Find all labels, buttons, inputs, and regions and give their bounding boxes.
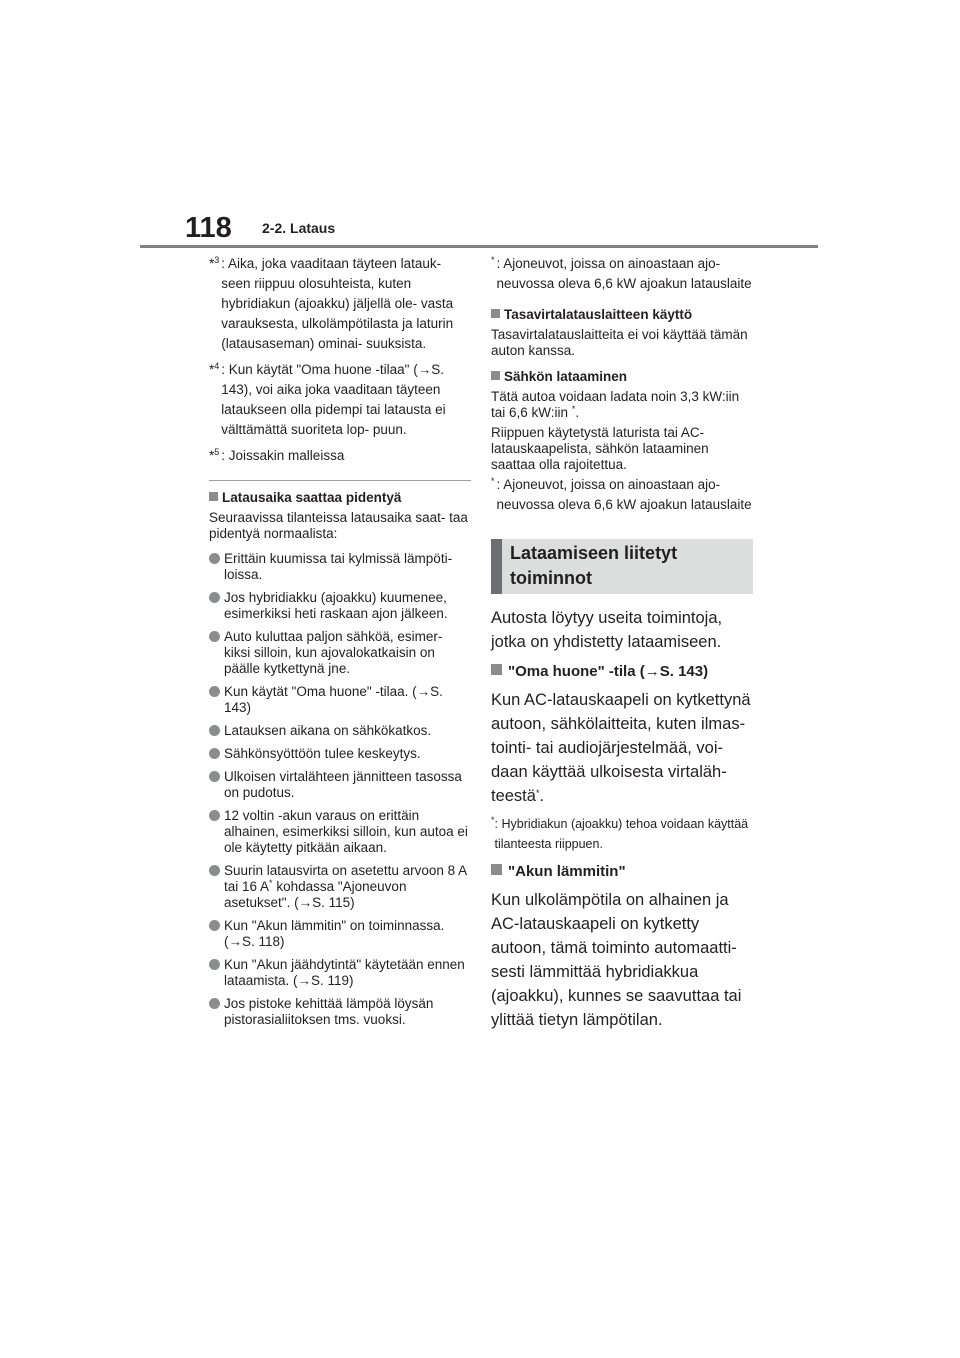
list-item-text: Kun "Akun jäähdytintä" käytetään ennen lataamista. (→S. 119) [224, 957, 465, 988]
footnote-mark: * [491, 255, 495, 265]
list-item-text: Jos hybridiakku (ajoakku) kuumenee, esimerkiksi heti raskaan ajon jälkeen. [224, 590, 448, 621]
circle-bullet-icon [209, 631, 220, 642]
list-item [209, 590, 471, 622]
intro-paragraph: Seuraavissa tilanteissa latausaika saat- taa pidentyä normaalista: [209, 510, 468, 541]
list-item-text: Auto kuluttaa paljon sähköä, esimer- kiksi silloin, kun ajovalokatkaisin on päälle kytkettynä jne. [224, 629, 443, 676]
list-item-text: Kun "Akun lämmitin" on toiminnassa. (→S. 118) [224, 918, 445, 949]
subheading-dc-charger [491, 306, 753, 324]
footnote-text: : Ajoneuvot, joissa on ainoastaan ajo- neuvossa oleva 6,6 kW ajoakun latauslaite [496, 256, 752, 291]
list-item [209, 723, 471, 739]
footnote-5 [209, 446, 471, 466]
subheading-battery-heater [491, 862, 753, 882]
conditions-list [209, 551, 471, 1028]
charging-paragraph [491, 389, 753, 421]
circle-bullet-icon [209, 553, 220, 564]
footnote-asterisk [491, 254, 753, 294]
circle-bullet-icon [209, 771, 220, 782]
square-bullet-icon [491, 309, 500, 318]
list-item [209, 808, 471, 856]
asterisk-mark: * [269, 878, 273, 888]
circle-bullet-icon [209, 998, 220, 1009]
paragraph-text-part: . [539, 787, 545, 805]
page-number: 118 [185, 212, 232, 244]
subheading-text: Tasavirtalatauslaitteen käyttö [504, 307, 693, 322]
subheading-charging [491, 368, 753, 386]
paragraph-text-part: . [575, 405, 580, 420]
list-item-text: Latauksen aikana on sähkökatkos. [224, 723, 432, 738]
circle-bullet-icon [209, 959, 220, 970]
section-divider [209, 480, 471, 481]
square-bullet-icon [209, 492, 218, 501]
subheading-text: Sähkön lataaminen [504, 369, 628, 384]
list-item [209, 684, 471, 716]
asterisk-mark: * [571, 404, 576, 414]
list-item-text: Erittäin kuumissa tai kylmissä lämpöti- loissa. [224, 551, 453, 582]
subheading-text: "Akun lämmitin" [508, 863, 626, 880]
asterisk-mark: * [535, 788, 540, 798]
list-item [209, 996, 471, 1028]
subheading-text: "Oma huone" -tila (→S. 143) [508, 663, 709, 680]
paragraph-text-part: Tätä autoa voidaan ladata noin 3,3 kW:iin tai 6,6 kW:iin [491, 389, 740, 420]
footnote-mark: *$^5$ [209, 447, 220, 463]
functions-intro: Autosta löytyy useita toimintoja, jotka on yhdistetty lataamiseen. [491, 609, 723, 651]
circle-bullet-icon [209, 920, 220, 931]
square-bullet-icon [491, 664, 502, 675]
my-room-paragraph [491, 688, 753, 808]
dc-paragraph: Tasavirtalatauslaitteita ei voi käyttää tämän auton kanssa. [491, 327, 748, 358]
footnote-text: : Kun käytät "Oma huone -tilaa" (→S. 143), voi aika joka vaaditaan täyteen lataukseen olla pidempi tai latausta ei välttämättä suoriteta lop- puun. [221, 362, 446, 437]
list-item [209, 746, 471, 762]
list-item [209, 551, 471, 583]
battery-heater-paragraph: Kun ulkolämpötila on alhainen ja AC-latauskaapeli on kytketty autoon, tämä toiminto automaatti- sesti lämmittää hybridiakkua (ajoakku), kunnes se saavuttaa tai ylittää tietyn lämpötilan. [491, 891, 742, 1029]
circle-bullet-icon [209, 725, 220, 736]
footnote-mark: * [491, 476, 495, 486]
paragraph-text-part: Kun AC-latauskaapeli on kytkettynä autoon, sähkölaitteita, kuten ilmas- tointi- tai audiojärjestelmää, voi- daan käyttää ulkoisesta virtaläh- teestä [491, 691, 751, 805]
list-item-text: Kun käytät "Oma huone" -tilaa. (→S. 143) [224, 684, 443, 715]
list-item [209, 918, 471, 950]
footnote-4 [209, 360, 471, 440]
list-item [209, 769, 471, 801]
footnote-asterisk-2 [491, 475, 753, 515]
circle-bullet-icon [209, 748, 220, 759]
circle-bullet-icon [209, 592, 220, 603]
footnote-text: : Joissakin malleissa [221, 448, 345, 463]
list-item-text-part: Suurin latausvirta on asetettu arvoon 8 A tai 16 A [224, 863, 467, 894]
circle-bullet-icon [209, 686, 220, 697]
list-item [209, 629, 471, 677]
footnote-text: : Aika, joka vaaditaan täyteen latauk- seen riippuu olosuhteista, kuten hybridiakun (ajoakku) jäljellä ole- vasta varauksesta, ulkolämpötilasta ja laturin (latausaseman) ominai- suuksista. [221, 256, 454, 351]
subheading-text: Latausaika saattaa pidentyä [222, 490, 402, 505]
subheading-my-room-mode [491, 662, 753, 682]
list-item [209, 957, 471, 989]
header-divider [140, 245, 818, 248]
circle-bullet-icon [209, 865, 220, 876]
circle-bullet-icon [209, 810, 220, 821]
left-column [209, 254, 471, 1035]
subheading-charging-time [209, 489, 471, 507]
list-item-text-part: kohdassa "Ajoneuvon asetukset". (→S. 115) [224, 879, 407, 910]
footnote-mark: *$^3$ [209, 255, 220, 271]
list-item [209, 863, 471, 911]
footnote-mark: * [491, 815, 495, 825]
charging-paragraph-2: Riippuen käytetystä laturista tai AC- latauskaapelista, sähkön lataaminen saattaa olla rajoitettua. [491, 425, 709, 472]
right-column [491, 254, 753, 1040]
footnote-text: : Ajoneuvot, joissa on ainoastaan ajo- neuvossa oleva 6,6 kW ajoakun latauslaite [496, 477, 752, 512]
list-item-text: 12 voltin -akun varaus on erittäin alhainen, esimerkiksi silloin, kun autoa ei ole käytetty pitkään aikaan. [224, 808, 468, 855]
list-item-text: Jos pistoke kehittää lämpöä löysän pistorasialiitoksen tms. vuoksi. [224, 996, 434, 1027]
my-room-footnote [491, 814, 753, 854]
footnote-mark: *$^4$ [209, 361, 220, 377]
list-item-text [224, 863, 471, 911]
footnote-text: : Hybridiakun (ajoakku) tehoa voidaan käyttää tilanteesta riippuen. [494, 817, 749, 851]
section-title: 2-2. Lataus [262, 220, 336, 236]
section-heading-box: Lataamiseen liitetyt toiminnot [491, 539, 753, 594]
square-bullet-icon [491, 864, 502, 875]
footnote-3 [209, 254, 471, 354]
list-item-text: Sähkönsyöttöön tulee keskeytys. [224, 746, 421, 761]
square-bullet-icon [491, 371, 500, 380]
list-item-text: Ulkoisen virtalähteen jännitteen tasossa on pudotus. [224, 769, 462, 800]
